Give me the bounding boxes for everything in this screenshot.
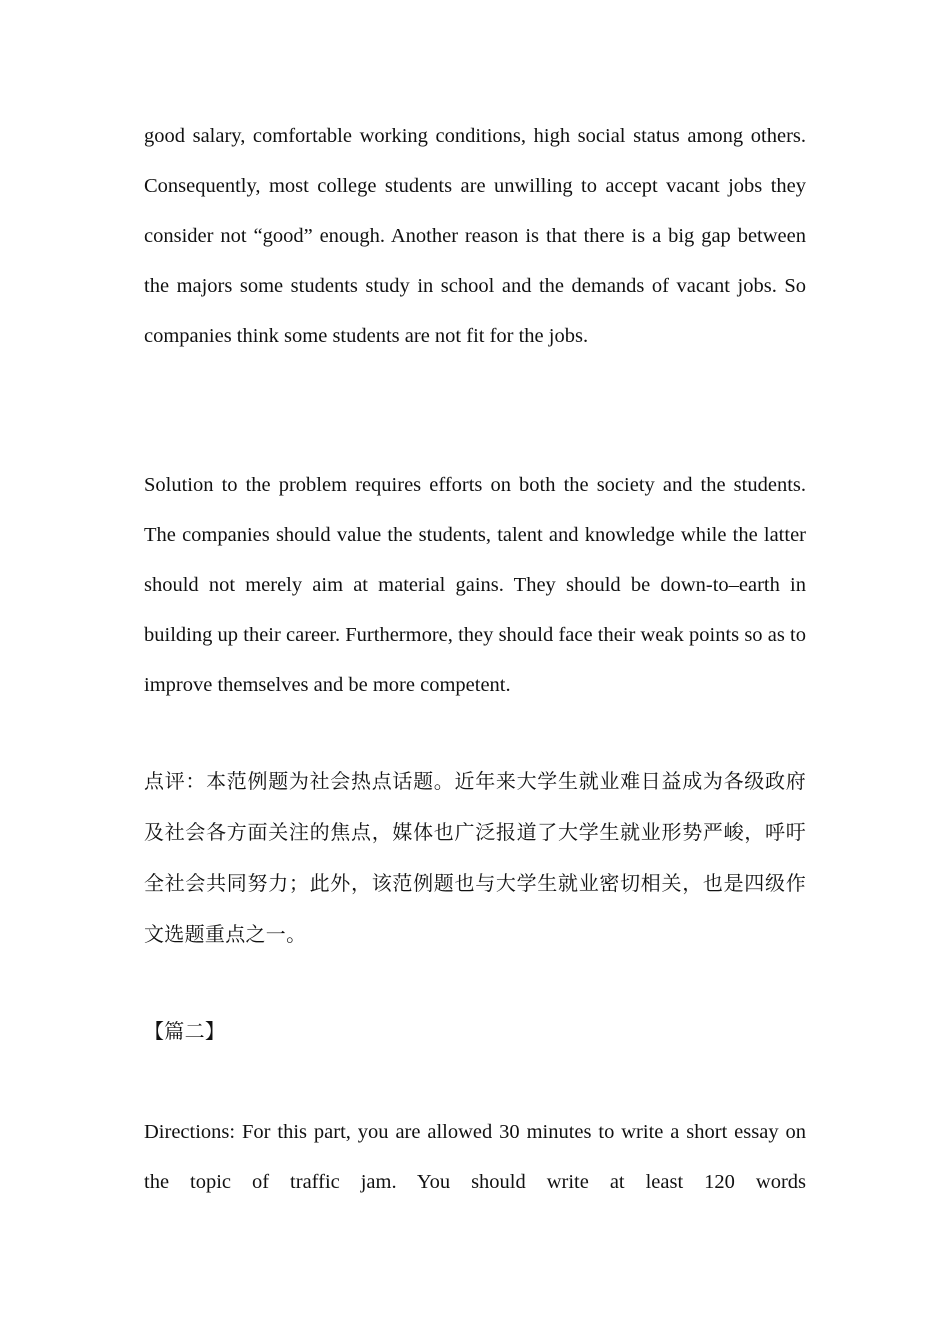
section-heading: 【篇二】 xyxy=(144,1021,226,1043)
paragraph-reasons: good salary, comfortable working conditions, high social status among others. Consequently, most college students are unwilling to accept vacant jobs they consider not “good” enough. Another reason is that there is a big gap between the majors some students study in school and the demands of vacant jobs. So companies think some students are not fit for the jobs. xyxy=(144,125,806,347)
paragraph-directions: Directions: For this part, you are allowed 30 minutes to write a short essay on the topic of traffic jam. You should write at least 120 words xyxy=(144,1121,806,1193)
paragraph-solution: Solution to the problem requires efforts on both the society and the students. The companies should value the students, talent and knowledge while the latter should not merely aim at material gains. They should be down-to–earth in building up their career. Furthermore, they should face their weak points so as to improve themselves and be more competent. xyxy=(144,474,806,696)
paragraph-comment: 点评：本范例题为社会热点话题。近年来大学生就业难日益成为各级政府及社会各方面关注的焦点，媒体也广泛报道了大学生就业形势严峻，呼吁全社会共同努力；此外，该范例题也与大学生就业密切相关，也是四级作文选题重点之一。 xyxy=(144,771,806,946)
